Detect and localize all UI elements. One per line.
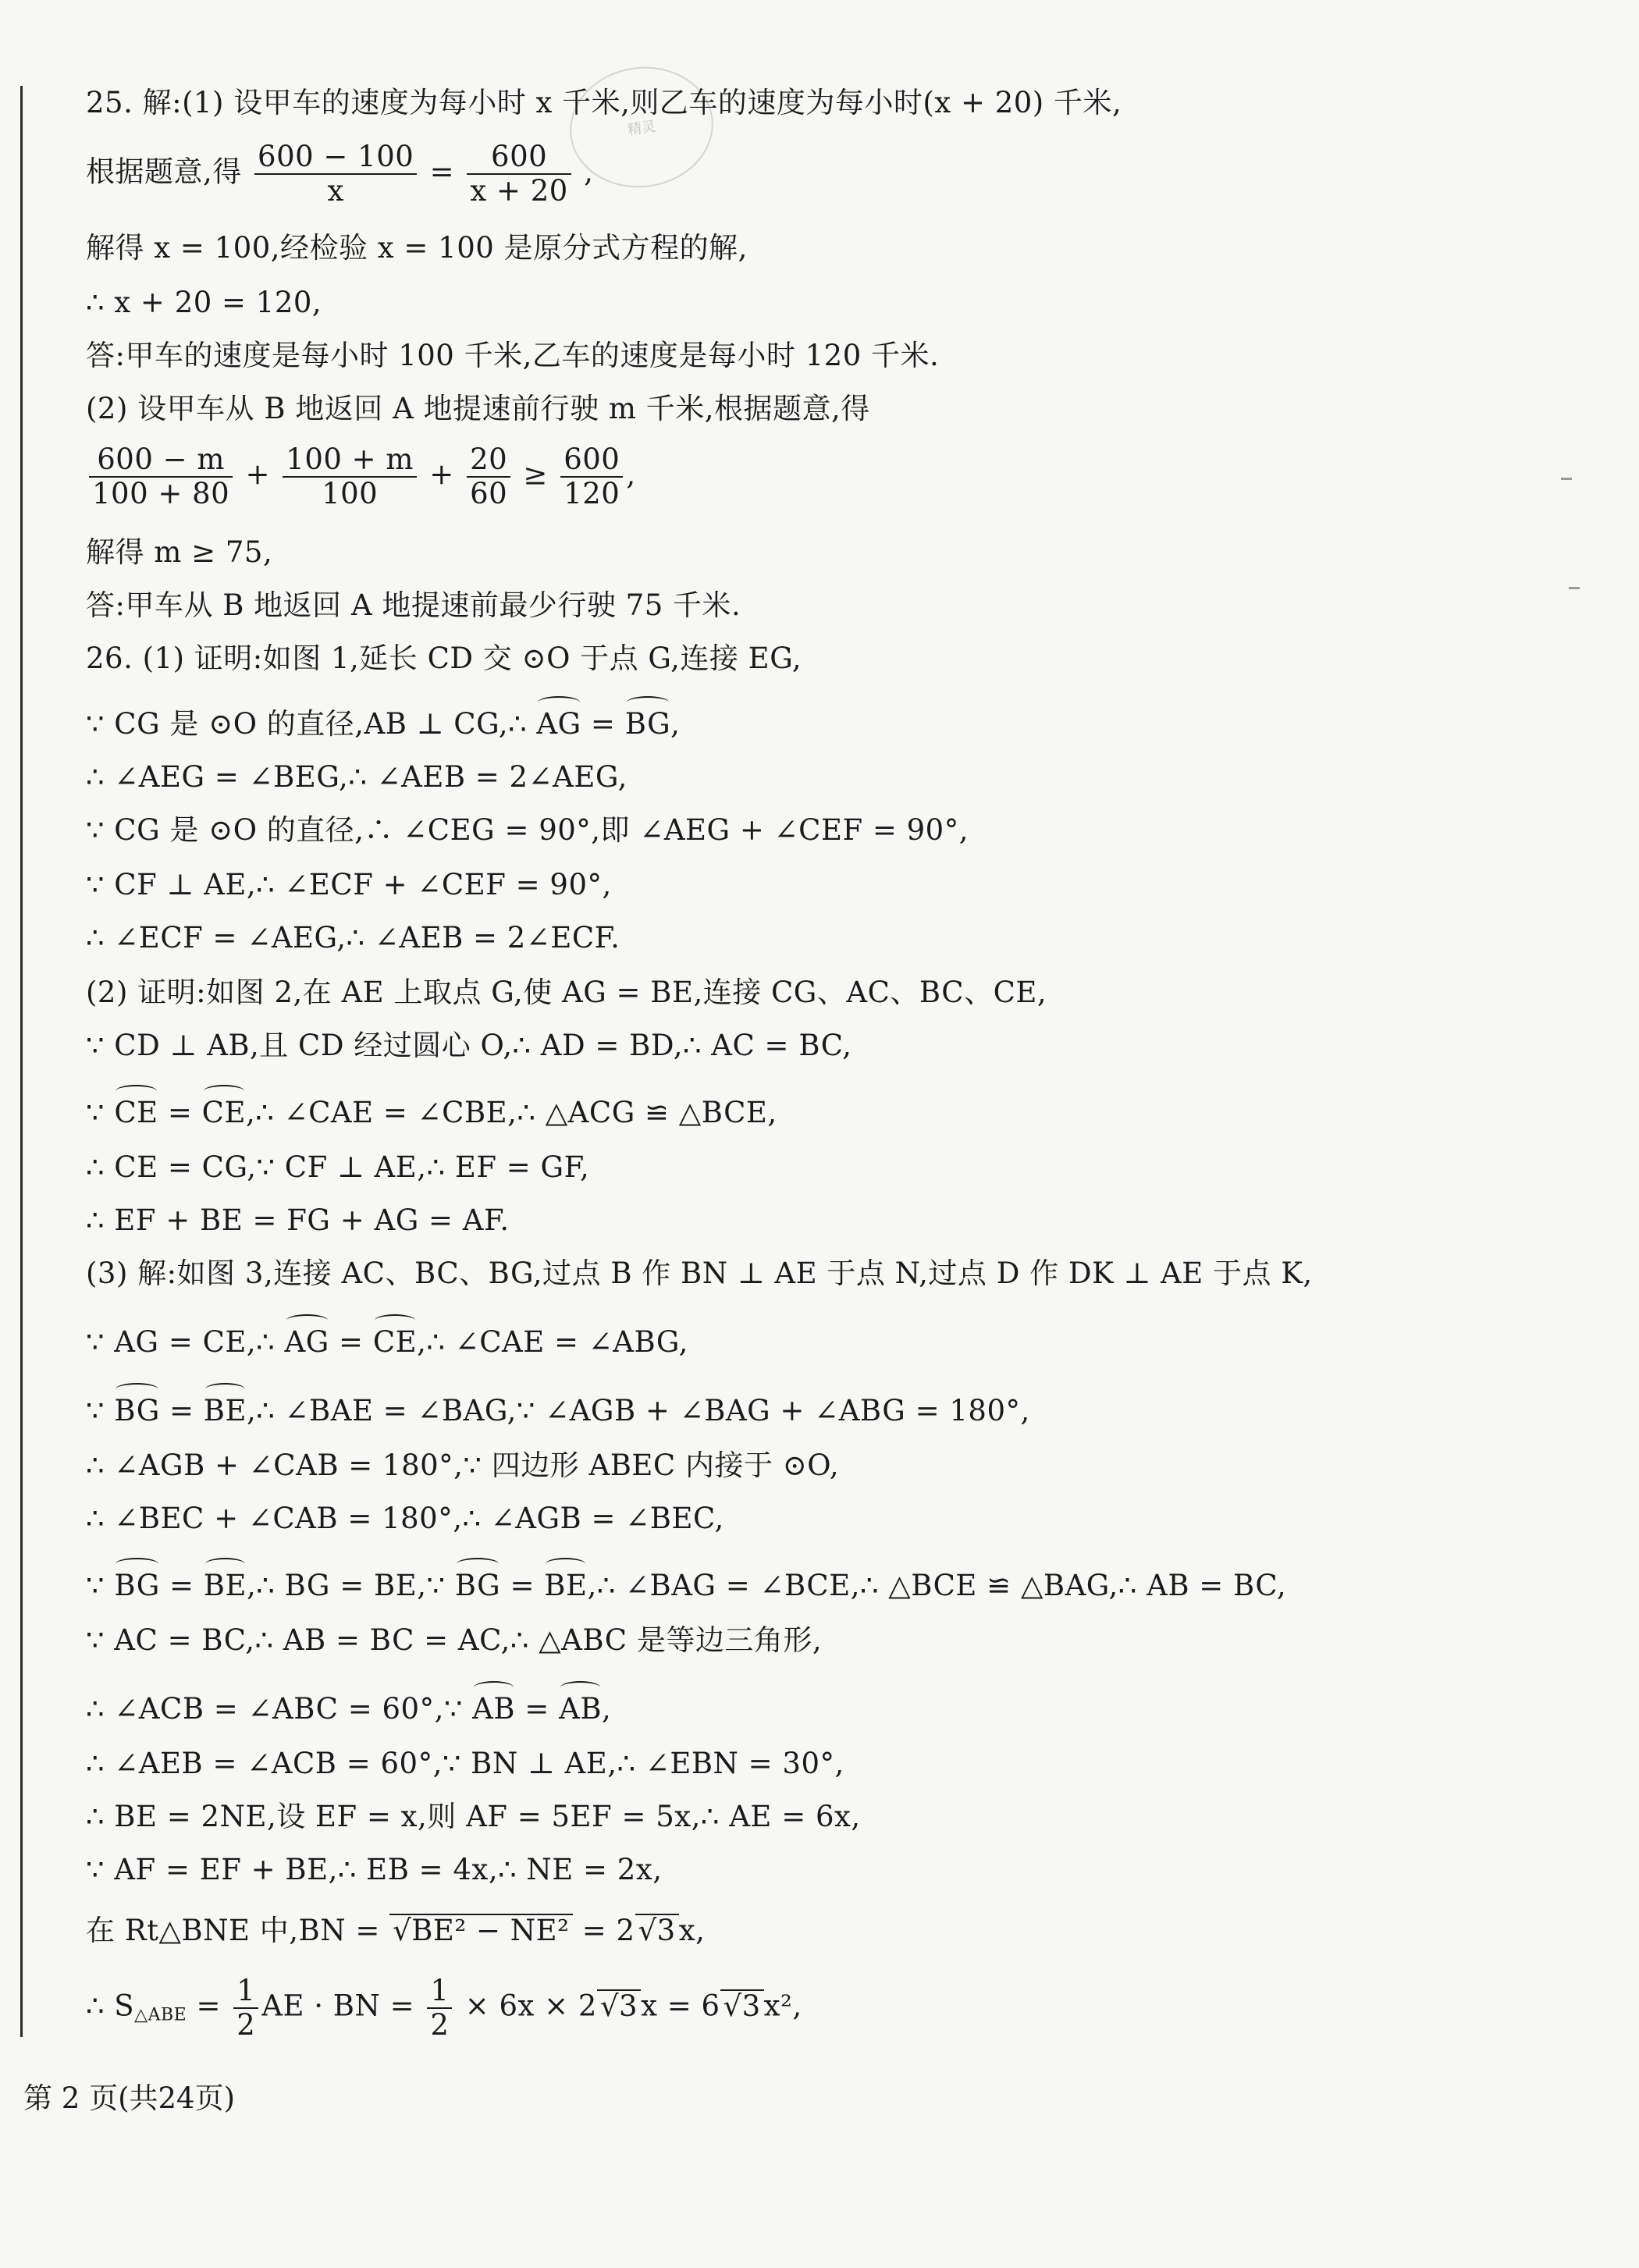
q26-line-17: ∵ BG = BE,∴ BG = BE,∵ BG = BE,∴ ∠BAG = ∠BCE,∴ △BCE ≌ △BAG,∴ AB = BC, <box>86 1566 1286 1606</box>
q26-line-11: ∴ EF + BE = FG + AG = AF. <box>86 1203 510 1237</box>
q26-line-8: ∵ CD ⊥ AB,且 CD 经过圆心 O,∴ AD = BD,∴ AC = BC, <box>86 1029 852 1062</box>
q26-line-16: ∴ ∠BEC + ∠CAB = 180°,∴ ∠AGB = ∠BEC, <box>86 1502 724 1535</box>
q25-line-4: ∴ x + 20 = 120, <box>86 286 322 319</box>
q25-line-6: (2) 设甲车从 B 地返回 A 地提速前行驶 m 千米,根据题意,得 <box>86 392 870 425</box>
q25-line-3: 解得 x = 100,经检验 x = 100 是原分式方程的解, <box>86 231 748 265</box>
sqrt: √3 <box>635 1914 679 1946</box>
q25-line-9: 答:甲车从 B 地返回 A 地提速前最少行驶 75 千米. <box>86 588 741 622</box>
q25-line-8: 解得 m ≥ 75, <box>86 535 273 569</box>
fraction: $\frac{1}{2}$ <box>427 1975 452 2042</box>
margin-line <box>20 86 23 2037</box>
fraction: $\frac{20}{60}$ <box>467 443 510 510</box>
q25-equation-1: 根据题意,得 $\frac{600 - 100}{x}$ = $\frac{600}{x + 20}$ , <box>86 140 594 208</box>
fraction: $\frac{100 + m}{100}$ <box>283 443 417 510</box>
q26-line-14: ∵ BG = BE,∴ ∠BAE = ∠BAG,∵ ∠AGB + ∠BAG + ∠ABG = 180°, <box>86 1391 1030 1431</box>
fraction: $\frac{600 - m}{100 + 80}$ <box>89 443 233 510</box>
arc: AB <box>559 1689 602 1729</box>
q26-line-22: ∵ AF = EF + BE,∴ EB = 4x,∴ NE = 2x, <box>86 1853 663 1886</box>
q26-line-1: 26. (1) 证明:如图 1,延长 CD 交 ⊙O 于点 G,连接 EG, <box>86 642 802 675</box>
arc: AG <box>285 1322 329 1363</box>
q25-line-5: 答:甲车的速度是每小时 100 千米,乙车的速度是每小时 120 千米. <box>86 339 940 372</box>
arc: AB <box>472 1689 515 1729</box>
fraction: $\frac{600 - 100}{x}$ <box>254 140 417 208</box>
q26-line-4: ∵ CG 是 ⊙O 的直径,∴ ∠CEG = 90°,即 ∠AEG + ∠CEF = 90°, <box>86 813 969 847</box>
q26-line-18: ∵ AC = BC,∴ AB = BC = AC,∴ △ABC 是等边三角形, <box>86 1623 823 1657</box>
sqrt: √3 <box>720 1989 764 2022</box>
q26-line-10: ∴ CE = CG,∵ CF ⊥ AE,∴ EF = GF, <box>86 1150 590 1184</box>
q26-line-12: (3) 解:如图 3,连接 AC、BC、BG,过点 B 作 BN ⊥ AE 于点 N,过点 D 作 DK ⊥ AE 于点 K, <box>86 1257 1313 1290</box>
q25-inequality: $\frac{600 - m}{100 + 80}$ + $\frac{100 + m}{100}$ + $\frac{20}{60}$ ≥ $\frac{600}{120}$ , <box>86 443 636 510</box>
arc: CE <box>373 1322 417 1363</box>
q26-line-23: 在 Rt△BNE 中,BN = √BE² − NE² = 2 √3 x, <box>86 1914 706 1947</box>
q26-line-13: ∵ AG = CE,∴ AG = CE,∴ ∠CAE = ∠ABG, <box>86 1322 688 1363</box>
q26-line-21: ∴ BE = 2NE,设 EF = x,则 AF = 5EF = 5x,∴ AE = 6x, <box>86 1800 861 1833</box>
q26-line-7: (2) 证明:如图 2,在 AE 上取点 G,使 AG = BE,连接 CG、AC、BC、CE, <box>86 976 1047 1009</box>
q25-line-1: 25. 解:(1) 设甲车的速度为每小时 x 千米,则乙车的速度为每小时(x + 20) 千米, <box>86 86 1122 119</box>
q26-line-15: ∴ ∠AGB + ∠CAB = 180°,∵ 四边形 ABEC 内接于 ⊙O, <box>86 1449 840 1482</box>
fraction: $\frac{600}{x + 20}$ <box>467 140 571 208</box>
page-footer: 第 2 页(共24页) <box>23 2081 236 2115</box>
fraction: $\frac{1}{2}$ <box>233 1975 258 2042</box>
q26-line-19: ∴ ∠ACB = ∠ABC = 60°,∵ AB = AB, <box>86 1689 611 1729</box>
arc: BG <box>625 704 670 745</box>
q26-line-9: ∵ CE = CE,∴ ∠CAE = ∠CBE,∴ △ACG ≌ △BCE, <box>86 1093 777 1133</box>
margin-mark <box>1561 478 1572 480</box>
q26-line-20: ∴ ∠AEB = ∠ACB = 60°,∵ BN ⊥ AE,∴ ∠EBN = 30°, <box>86 1747 844 1780</box>
arc: CE <box>202 1093 246 1133</box>
q26-line-3: ∴ ∠AEG = ∠BEG,∴ ∠AEB = 2∠AEG, <box>86 760 628 794</box>
arc: BG <box>114 1566 159 1606</box>
arc: BG <box>114 1391 159 1431</box>
watermark-stamp: 精灵 <box>562 58 721 197</box>
arc: CE <box>114 1093 158 1133</box>
q26-line-2: ∵ CG 是 ⊙O 的直径,AB ⊥ CG,∴ AG = BG, <box>86 704 680 745</box>
fraction: $\frac{600}{120}$ <box>560 443 623 510</box>
arc: AG <box>536 704 581 745</box>
q25-intro: 根据题意,得 <box>86 155 242 189</box>
sqrt: √3 <box>597 1989 641 2022</box>
arc: BE <box>544 1566 587 1606</box>
q26-line-24: ∴ $S_{\triangle ABE}$ = $\frac{1}{2}$ AE · BN = $\frac{1}{2}$ × 6x × 2 √3 x = 6 √3 x², <box>86 1974 802 2042</box>
q26-line-6: ∴ ∠ECF = ∠AEG,∴ ∠AEB = 2∠ECF. <box>86 921 620 954</box>
margin-mark <box>1569 587 1580 589</box>
q26-line-5: ∵ CF ⊥ AE,∴ ∠ECF + ∠CEF = 90°, <box>86 868 612 901</box>
arc: BE <box>204 1391 247 1431</box>
sqrt: √BE² − NE² <box>389 1914 572 1946</box>
arc: BG <box>455 1566 500 1606</box>
arc: BE <box>204 1566 247 1606</box>
